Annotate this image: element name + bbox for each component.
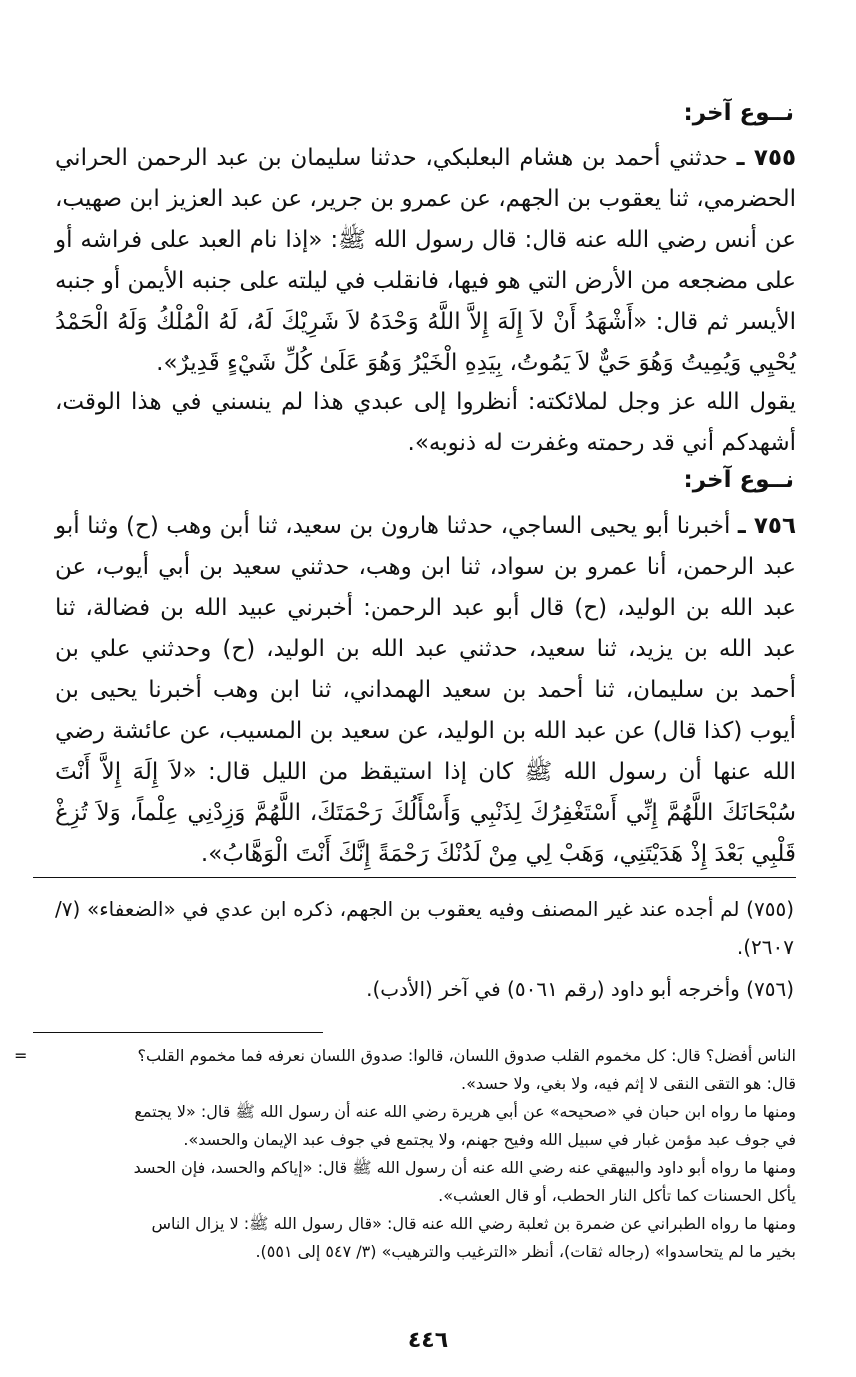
note-line: بخير ما لم يتحاسدوا» (رجاله ثقات)، أنظر «الترغيب والترهيب» (٣/ ٥٤٧ إلى ٥٥١). — [255, 1242, 796, 1261]
note-line: قال: هو التقى النقى لا إثم فيه، ولا بغي، ولا حسد». — [461, 1074, 796, 1093]
hadith-755-text: حدثني أحمد بن هشام البعلبكي، حدثنا سليمان بن عبد الرحمن الحراني الحضرمي، ثنا يعقوب بن الجهم، عن عمرو بن جرير، عن عبد العزيز ابن صهيب، عن أنس رضي الله عنه قال: قال رسول الله ﷺ: «إذا نام العبد على فراشه أو على مضجعه من الأرض التي هو فيها، فانقلب في ليلته على جنبه الأيمن أو جنبه الأيسر ثم قال: «أَشْهَدُ أَنْ لاَ إِلَهَ إِلاَّ اللَّهُ وَحْدَهُ لاَ شَرِيْكَ لَهُ، لَهُ الْمُلْكُ وَلَهُ الْحَمْدُ يُحْيِي وَيُمِيتُ وَهُوَ حَيٌّ لاَ يَمُوتُ، بِيَدِهِ الْخَيْرُ وَهُوَ عَلَىٰ كُلِّ شَيْءٍ قَدِيرٌ». — [55, 145, 796, 376]
hadith-755-continuation: يقول الله عز وجل لملائكته: أنظروا إلى عبدي هذا لم ينسني في هذا الوقت، أشهدكم أني قد رحمته وغفرت له ذنوبه». — [55, 389, 796, 456]
footnote-756: (٧٥٦) وأخرجه أبو داود (رقم ٥٠٦١) في آخر (الأدب). — [366, 977, 794, 1001]
hadith-756-text: أخبرنا أبو يحيى الساجي، حدثنا هارون بن سعيد، ثنا أبن وهب (ح) وثنا أبو عبد الرحمن، أنا عمرو بن سواد، ثنا ابن وهب، حدثني سعيد بن أبي أيوب، عن عبد الله بن الوليد، (ح) قال أبو عبد الرحمن: أخبرني عبيد الله بن فضالة، ثنا عبد الله بن يزيد، ثنا سعيد، حدثني عبد الله بن الوليد، (ح) وحدثني علي بن أحمد بن سليمان، ثنا أحمد بن سعيد الهمداني، ثنا ابن وهب أخبرنا يحيى بن أيوب (كذا قال) عن عبد الله بن الوليد، عن سعيد بن المسيب، عن عائشة رضي الله عنها أن رسول الله ﷺ كان إذا استيقظ من الليل قال: «لاَ إِلَهَ إِلاَّ أَنْتَ سُبْحَانَكَ اللَّهُمَّ إِنِّي أَسْتَغْفِرُكَ لِذَنْبِي وَأَسْأَلُكَ رَحْمَتَكَ، اللَّهُمَّ وَزِدْنِي عِلْماً، وَلاَ تُزِغْ قَلْبِي بَعْدَ إِذْ هَدَيْتَنِي، وَهَبْ لِي مِنْ لَدُنْكَ رَحْمَةً إِنَّكَ أَنْتَ الْوَهَّابُ». — [55, 513, 796, 867]
notes-separator — [33, 1032, 323, 1033]
note-line: يأكل الحسنات كما تأكل النار الحطب، أو قال العشب». — [438, 1186, 796, 1205]
continuation-marker: = — [14, 1046, 28, 1065]
note-line: ومنها ما رواه الطبراني عن ضمرة بن ثعلبة رضي الله عنه قال: «قال رسول الله ﷺ: لا يزال الناس — [151, 1214, 796, 1233]
hadith-755-number: ٧٥٥ ـ — [736, 145, 797, 171]
note-line: في جوف عبد مؤمن غبار في سبيل الله وفيح جهنم، ولا يجتمع في جوف عبد الإيمان والحسد». — [183, 1130, 796, 1149]
continuation-notes — [14, 1042, 796, 1266]
hadith-756-number: ٧٥٦ ـ — [737, 513, 797, 539]
note-line: الناس أفضل؟ قال: كل مخموم القلب صدوق اللسان، قالوا: صدوق اللسان نعرفه فما مخموم القلب؟ — [137, 1046, 796, 1065]
hadith-755 — [55, 138, 796, 384]
section-heading-1: نــوع آخر: — [683, 100, 794, 126]
note-line: ومنها ما رواه ابن حبان في «صحيحه» عن أبي هريرة رضي الله عنه أن رسول الله ﷺ قال: «لا يجتمع — [134, 1102, 796, 1121]
page-number: ٤٤٦ — [407, 1328, 449, 1353]
note-line: ومنها ما رواه أبو داود والبيهقي عنه رضي الله عنه أن رسول الله ﷺ قال: «إياكم والحسد، فإن الحسد — [133, 1158, 796, 1177]
hadith-756 — [55, 506, 796, 875]
section-heading-2: نــوع آخر: — [683, 467, 794, 493]
footnote-separator — [33, 877, 796, 878]
footnote-755: (٧٥٥) لم أجده عند غير المصنف وفيه يعقوب بن الجهم، ذكره ابن عدي في «الضعفاء» (٧/ ٢٦٠٧). — [55, 897, 794, 959]
